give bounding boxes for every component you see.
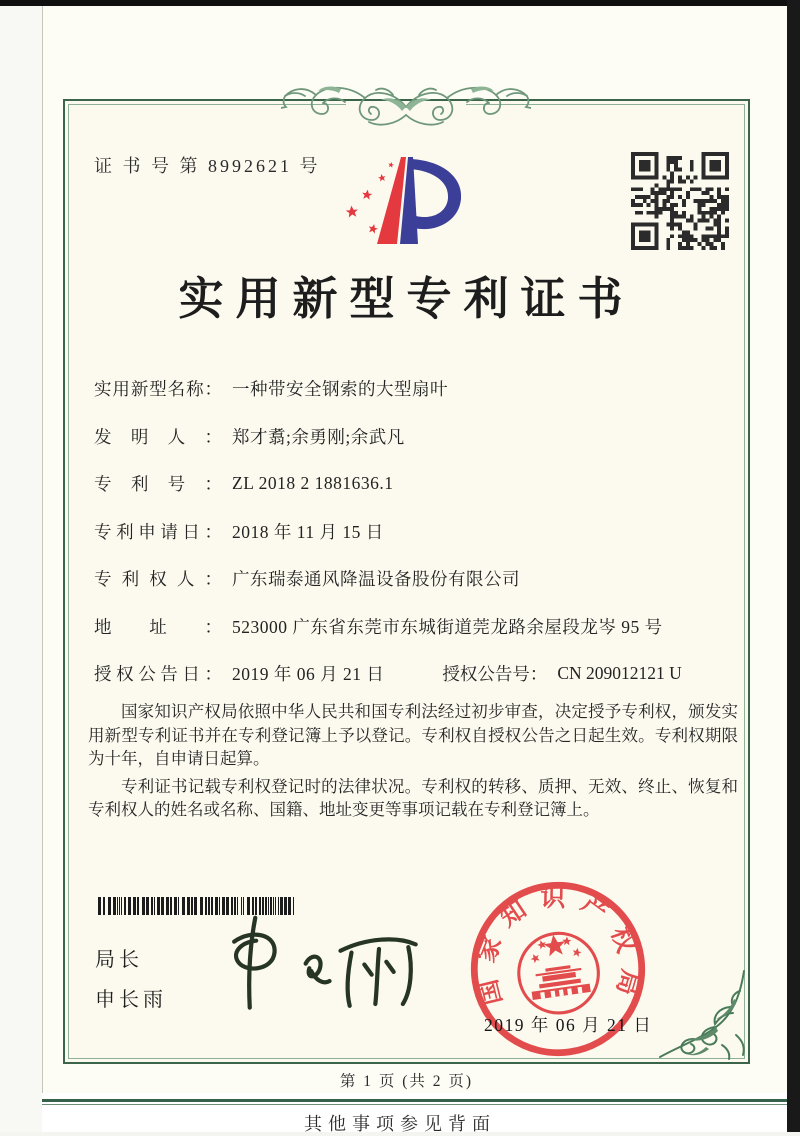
field-label: 实用新型名称： bbox=[94, 379, 222, 400]
qr-code bbox=[631, 152, 729, 250]
certificate-page bbox=[42, 6, 788, 1093]
next-page-border-thin bbox=[42, 1104, 787, 1105]
corner-flourish-icon bbox=[656, 969, 748, 1061]
field-value: 2018 年 11 月 15 日 bbox=[232, 521, 384, 542]
field-label: 发明人： bbox=[94, 426, 222, 447]
field-value: 一种带安全钢索的大型扇叶 bbox=[232, 379, 448, 400]
director-name: 申长雨 bbox=[95, 989, 167, 1011]
legal-text bbox=[88, 700, 738, 826]
certificate-number: 证 书 号 第 8992621 号 bbox=[94, 156, 321, 176]
next-page-strip bbox=[42, 1093, 787, 1132]
scan-edge-top bbox=[0, 0, 800, 6]
field-row bbox=[94, 413, 742, 461]
seal-date: 2019 年 06 月 21 日 bbox=[484, 1015, 653, 1035]
director-title: 局长 bbox=[95, 949, 143, 971]
legal-paragraph: 国家知识产权局依照中华人民共和国专利法经过初步审查，决定授予专利权，颁发实用新型专利证书并在专利登记簿上予以登记。专利权自授权公告之日起生效。专利权期限为十年，自申请日起算。 bbox=[88, 702, 738, 769]
svg-text:国家知识产权局: 国家知识产权局 bbox=[471, 883, 645, 1011]
field-label: 专利号： bbox=[94, 474, 222, 495]
field-value: 广东瑞泰通风降温设备股份有限公司 bbox=[232, 569, 520, 590]
field-value: CN 209012121 U bbox=[557, 663, 682, 684]
cnipa-logo-icon bbox=[339, 152, 471, 256]
field-value: 523000 广东省东莞市东城街道莞龙路余屋段龙岑 95 号 bbox=[232, 616, 663, 637]
dragon-ornament-icon bbox=[281, 75, 531, 129]
field-label: 地址： bbox=[94, 616, 222, 637]
field-value: ZL 2018 2 1881636.1 bbox=[232, 473, 394, 494]
field-label: 专利权人： bbox=[94, 569, 222, 590]
field-row bbox=[94, 603, 742, 651]
field-label: 授权公告号： bbox=[442, 664, 548, 685]
field-label: 授权公告日： bbox=[94, 664, 222, 685]
field-label: 专利申请日： bbox=[94, 521, 222, 542]
page-title: 实用新型专利证书 bbox=[178, 274, 635, 324]
fields-section bbox=[94, 365, 742, 698]
next-page-border bbox=[42, 1099, 787, 1102]
field-value: 2019 年 06 月 21 日 bbox=[232, 664, 385, 685]
field-value: 郑才翥;余勇刚;余武凡 bbox=[232, 426, 405, 447]
scan-edge-right bbox=[787, 0, 800, 1132]
field-row bbox=[94, 460, 742, 508]
signature bbox=[203, 911, 423, 1019]
field-row bbox=[94, 555, 742, 603]
field-row bbox=[94, 365, 742, 413]
director-block bbox=[95, 940, 167, 1020]
field-row bbox=[94, 508, 742, 556]
legal-paragraph: 专利证书记载专利权登记时的法律状况。专利权的转移、质押、无效、终止、恢复和专利权人的姓名或名称、国籍、地址变更等事项记载在专利登记簿上。 bbox=[88, 776, 738, 820]
page-number: 第 1 页 (共 2 页) bbox=[339, 1073, 474, 1090]
field-row bbox=[94, 650, 742, 698]
next-page-hint: 其他事项参见背面 bbox=[304, 1114, 496, 1134]
